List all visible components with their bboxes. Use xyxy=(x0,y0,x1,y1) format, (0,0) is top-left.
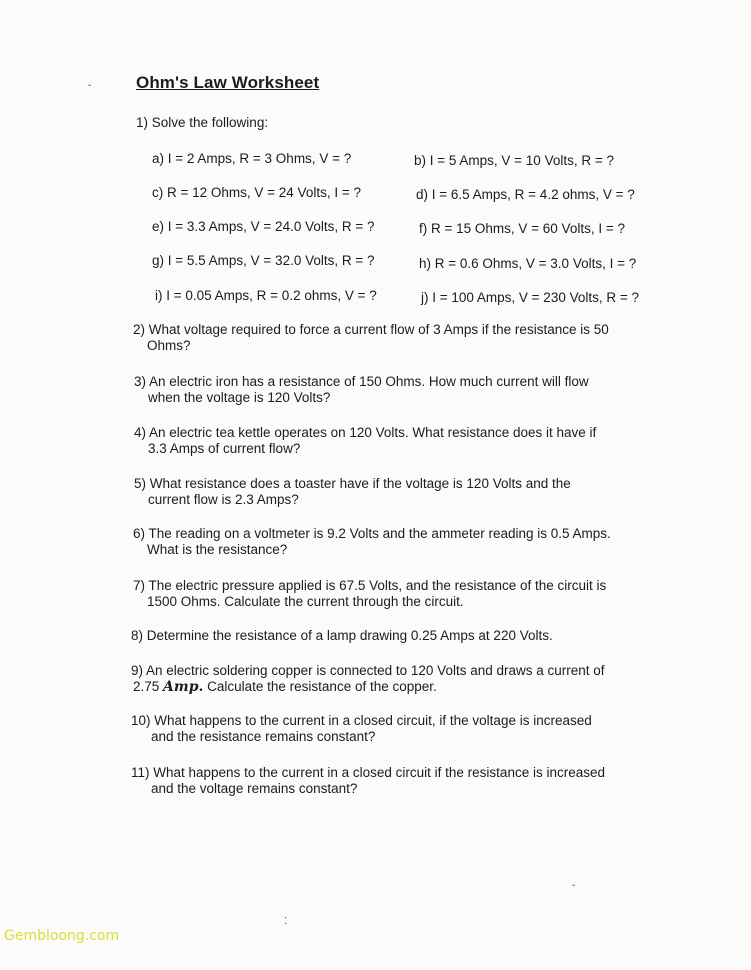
question-10-line2: and the resistance remains constant? xyxy=(151,729,376,744)
q1-item-g: g) I = 5.5 Amps, V = 32.0 Volts, R = ? xyxy=(152,253,375,268)
question-9-handwritten-unit: Amp. xyxy=(163,679,204,695)
q1-item-c: c) R = 12 Ohms, V = 24 Volts, I = ? xyxy=(152,185,361,200)
q1-item-e: e) I = 3.3 Amps, V = 24.0 Volts, R = ? xyxy=(152,219,375,234)
question-2-line1: 2) What voltage required to force a current flow of 3 Amps if the resistance is 50 xyxy=(133,322,609,337)
question-10-line1: 10) What happens to the current in a closed circuit, if the voltage is increased xyxy=(131,713,592,728)
watermark: Gembloong.com xyxy=(4,928,120,944)
question-4 xyxy=(134,425,596,457)
question-4-line1: 4) An electric tea kettle operates on 120 Volts. What resistance does it have if xyxy=(134,425,597,440)
q1-item-d: d) I = 6.5 Amps, R = 4.2 ohms, V = ? xyxy=(416,187,635,202)
question-6-line1: 6) The reading on a voltmeter is 9.2 Volts and the ammeter reading is 0.5 Amps. xyxy=(133,526,611,541)
question-9-line1: 9) An electric soldering copper is connected to 120 Volts and draws a current of xyxy=(131,663,605,678)
q1-item-j: j) I = 100 Amps, V = 230 Volts, R = ? xyxy=(421,290,639,305)
question-5-line2: current flow is 2.3 Amps? xyxy=(148,492,299,507)
question-7-line1: 7) The electric pressure applied is 67.5 Volts, and the resistance of the circuit is xyxy=(133,578,607,593)
question-8-line1: 8) Determine the resistance of a lamp drawing 0.25 Amps at 220 Volts. xyxy=(131,628,553,643)
question-5-line1: 5) What resistance does a toaster have if the voltage is 120 Volts and the xyxy=(134,476,571,491)
question-7 xyxy=(133,578,606,610)
question-9-rest: Calculate the resistance of the copper. xyxy=(203,679,437,694)
question-5 xyxy=(134,476,571,508)
scan-speck: ˇ xyxy=(88,84,92,95)
question-10 xyxy=(131,713,592,745)
q1-item-i: i) I = 0.05 Amps, R = 0.2 ohms, V = ? xyxy=(155,288,377,303)
q1-item-a: a) I = 2 Amps, R = 3 Ohms, V = ? xyxy=(152,151,352,166)
q1-item-h: h) R = 0.6 Ohms, V = 3.0 Volts, I = ? xyxy=(419,256,637,271)
question-2-line2: Ohms? xyxy=(147,338,191,353)
question-3-line1: 3) An electric iron has a resistance of 150 Ohms. How much current will flow xyxy=(134,374,589,389)
question-9-line2 xyxy=(131,679,605,695)
scan-speck: ˇ xyxy=(572,884,576,895)
q1-item-f: f) R = 15 Ohms, V = 60 Volts, I = ? xyxy=(419,221,625,236)
question-4-line2: 3.3 Amps of current flow? xyxy=(148,441,301,456)
question-9-value: 2.75 xyxy=(133,679,164,694)
question-6 xyxy=(133,526,611,558)
question-6-line2: What is the resistance? xyxy=(147,542,288,557)
question-2 xyxy=(133,322,609,354)
question-11 xyxy=(131,765,605,797)
question-3 xyxy=(134,374,589,406)
question-9 xyxy=(131,663,605,695)
q1-item-b: b) I = 5 Amps, V = 10 Volts, R = ? xyxy=(414,153,614,168)
question-11-line1: 11) What happens to the current in a closed circuit if the resistance is increased xyxy=(131,765,605,780)
question-7-line2: 1500 Ohms. Calculate the current through the circuit. xyxy=(147,594,464,609)
worksheet-title: Ohm's Law Worksheet xyxy=(136,73,320,92)
question-1-intro: 1) Solve the following: xyxy=(136,115,269,130)
question-3-line2: when the voltage is 120 Volts? xyxy=(148,390,331,405)
question-11-line2: and the voltage remains constant? xyxy=(151,781,358,796)
question-8 xyxy=(131,628,553,644)
scan-speck: ⁚ xyxy=(284,916,288,927)
